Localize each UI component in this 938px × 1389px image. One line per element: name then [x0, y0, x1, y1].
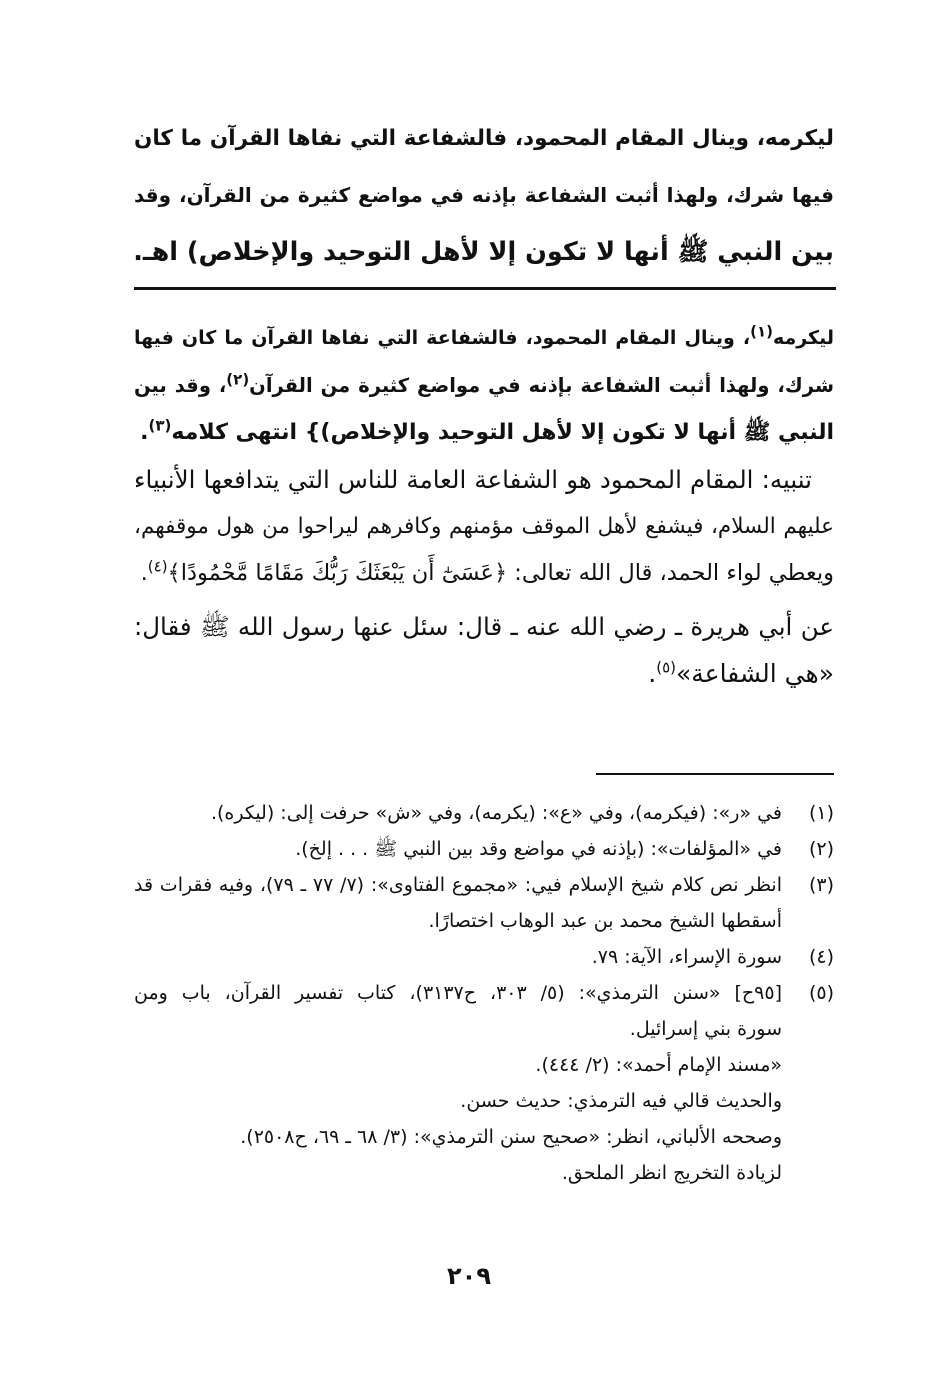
footnote-ref-1[interactable]: (١)	[750, 322, 773, 341]
footnotes	[134, 795, 834, 1191]
footnote-4	[134, 939, 834, 975]
footnote-ref-2[interactable]: (٢)	[226, 370, 250, 389]
body-line-6	[134, 550, 834, 597]
body-line-5: عليهم السلام، فيشفع لأهل الموقف مؤمنهم وكافرهم ليراحوا من هول موقفهم،	[134, 514, 834, 539]
quote-line-1: ليكرمه، وينال المقام المحمود، فالشفاعة التي نفاها القرآن ما كان	[134, 126, 834, 151]
footnote-text-line-2: سورة بني إسرائيل.	[629, 1018, 782, 1040]
footnote-5-appendix-note: لزيادة التخريج انظر الملحق.	[561, 1162, 782, 1184]
footnote-text-line-1: انظر نص كلام شيخ الإسلام فيي: «مجموع الفتاوى»: (٧/ ٧٧ ـ ٧٩)، وفيه فقرات قد	[134, 874, 782, 896]
footnote-3	[134, 867, 834, 939]
footnote-text-line-1: [٩٥ح] «سنن الترمذي»: (٥/ ٣٠٣، ح٣١٣٧)، كتاب تفسير القرآن، باب ومن	[134, 982, 782, 1004]
footnote-separator	[596, 773, 834, 775]
footnote-2	[134, 831, 834, 867]
footnote-5-grading-tirmidhi: والحديث قالي فيه الترمذي: حديث حسن.	[460, 1090, 782, 1112]
quoted-passage	[134, 110, 834, 281]
body-line-1-text-a: ليكرمه	[772, 327, 834, 349]
page-number: ٢٠٩	[447, 1262, 491, 1290]
footnote-5-source-musnad: «مسند الإمام أحمد»: (٢/ ٤٤٤).	[535, 1054, 782, 1076]
quote-line-3: بين النبي ﷺ أنها لا تكون إلا لأهل التوحيد والإخلاص) اهـ.	[133, 237, 834, 267]
footnote-5-grading-albani: وصححه الألباني، انظر: «صحيح سنن الترمذي»: (٣/ ٦٨ ـ ٦٩، ح٢٥٠٨).	[240, 1126, 782, 1148]
body-line-7: عن أبي هريرة ـ رضي الله عنه ـ قال: سئل عنها رسول الله ﷺ فقال:	[134, 612, 834, 641]
footnote-1	[134, 795, 834, 831]
body-line-8-text-a: «هي الشفاعة»	[675, 659, 834, 688]
body-line-6-text-a: ويعطي لواء الحمد، قال الله تعالى: ﴿عَسَىٰٓ أَن يَبْعَثَكَ رَبُّكَ مَقَامًا مَّحْمُودًا﴾	[167, 560, 834, 586]
footnote-text: سورة الإسراء، الآية: ٧٩.	[591, 946, 782, 968]
body-line-2-text-b: ، وقد بين	[134, 374, 227, 397]
quote-line-2: فيها شرك، ولهذا أثبت الشفاعة بإذنه في مواضع كثيرة من القرآن، وقد	[134, 183, 834, 207]
footnote-ref-3[interactable]: (٣)	[148, 416, 172, 435]
body-line-3-text-b: .	[140, 420, 149, 445]
main-text	[134, 315, 834, 697]
footnote-number: (٢)	[808, 838, 834, 860]
section-divider	[134, 287, 836, 290]
footnote-number: (١)	[808, 802, 834, 824]
body-line-2	[134, 362, 834, 409]
footnote-number: (٣)	[808, 874, 834, 896]
body-line-1-text-b: ، وينال المقام المحمود، فالشفاعة التي نفاها القرآن ما كان فيها	[134, 327, 751, 349]
body-line-3	[134, 409, 834, 456]
body-line-2-text-a: شرك، ولهذا أثبت الشفاعة بإذنه في مواضع كثيرة من القرآن	[249, 374, 835, 397]
body-line-6-text-b: .	[140, 560, 148, 586]
footnote-number: (٥)	[808, 982, 834, 1004]
body-line-8-text-b: .	[648, 659, 657, 688]
body-line-1	[134, 315, 834, 362]
footnote-ref-5[interactable]: (٥)	[656, 658, 676, 677]
footnote-text-line-2: أسقطها الشيخ محمد بن عبد الوهاب اختصارًا.	[428, 910, 782, 932]
footnote-text: في «المؤلفات»: (بإذنه في مواضع وقد بين النبي ﷺ . . . إلخ).	[295, 838, 782, 860]
footnote-ref-4[interactable]: (٤)	[147, 557, 168, 576]
footnote-text: في «ر»: (فيكرمه)، وفي «ع»: (يكرمه)، وفي «ش» حرفت إلى: (ليكره).	[210, 802, 782, 824]
footnote-number: (٤)	[808, 946, 834, 968]
body-line-4: تنبيه: المقام المحمود هو الشفاعة العامة للناس التي يتدافعها الأنبياء	[134, 465, 812, 494]
footnote-5	[134, 975, 834, 1047]
body-line-8	[134, 650, 834, 697]
body-line-3-text-a: النبي ﷺ أنها لا تكون إلا لأهل التوحيد والإخلاص)} انتهى كلامه	[171, 420, 834, 445]
